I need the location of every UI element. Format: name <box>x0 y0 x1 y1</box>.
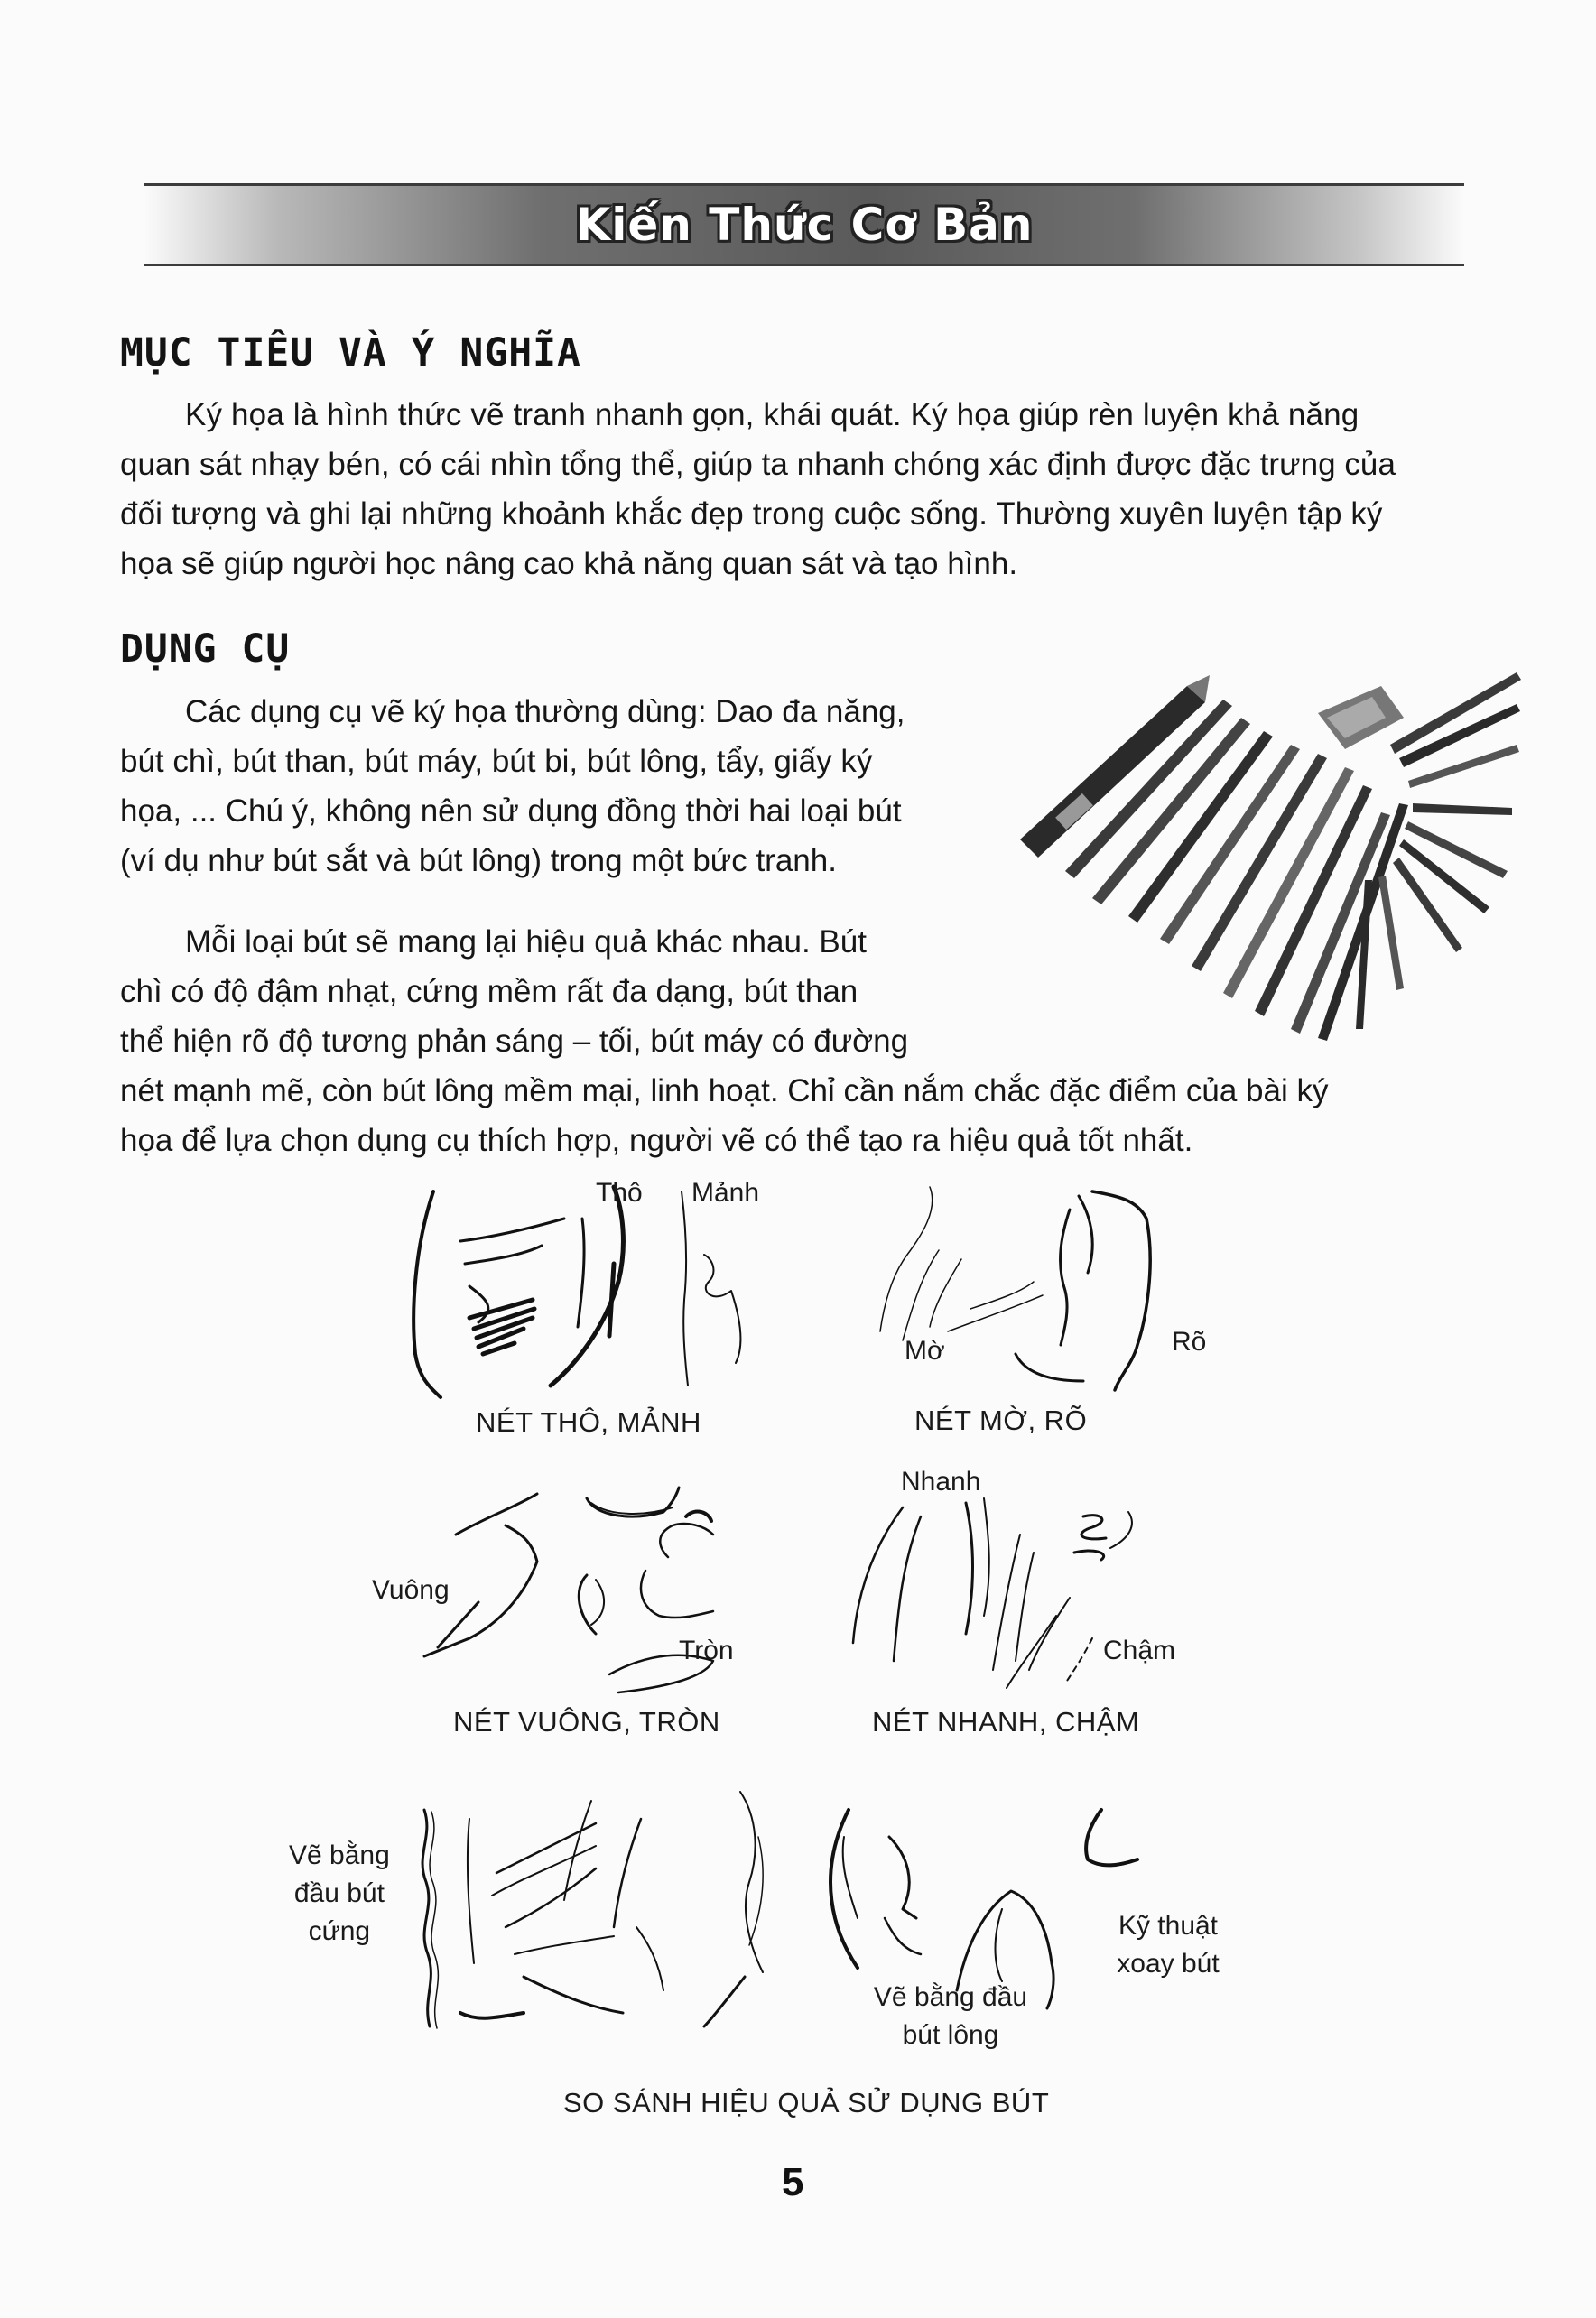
label-square: Vuông <box>372 1575 450 1605</box>
label-line: Kỹ thuật <box>1118 1911 1219 1941</box>
section-heading-tools: DỤNG CỤ <box>120 626 291 672</box>
paragraph-line: (ví dụ như bút sắt và bút lông) trong một bức tranh. <box>120 843 837 878</box>
label-slow: Chậm <box>1103 1636 1176 1665</box>
banner-title: Kiến Thức Cơ Bản <box>575 199 1034 251</box>
paragraph-line: Ký họa là hình thức vẽ tranh nhanh gọn, khái quát. Ký họa giúp rèn luyện khả năng <box>185 397 1359 432</box>
label-hard-nib <box>289 1837 390 1951</box>
square-round-strokes-drawing <box>415 1471 776 1706</box>
label-twist-technique <box>1107 1907 1229 1983</box>
paragraph-line: họa để lựa chọn dụng cụ thích hợp, người vẽ có thể tạo ra hiệu quả tốt nhất. <box>120 1123 1193 1158</box>
label-clear: Rõ <box>1172 1327 1207 1357</box>
label-line: Vẽ bằng đầu <box>873 1982 1028 2012</box>
label-line: đầu bút <box>293 1878 385 1908</box>
page-number: 5 <box>782 2160 804 2204</box>
goals-paragraph <box>120 390 1483 589</box>
label-brush-tip <box>865 1979 1036 2054</box>
label-line: bút lông <box>902 2020 999 2050</box>
paragraph-line: họa, ... Chú ý, không nên sử dụng đồng thời hai loại bút <box>120 793 902 829</box>
label-round: Tròn <box>679 1636 734 1665</box>
paragraph-line: bút chì, bút than, bút máy, bút bi, bút lông, tẩy, giấy ký <box>120 744 873 779</box>
tools-paragraph-1 <box>120 687 987 885</box>
label-faint: Mờ <box>905 1336 945 1366</box>
label-line: Vẽ bằng <box>289 1840 390 1870</box>
caption-thick-thin: NÉT THÔ, MẢNH <box>476 1406 701 1438</box>
label-thick: Thô <box>596 1178 643 1208</box>
label-fast: Nhanh <box>901 1467 981 1497</box>
label-line: xoay bút <box>1117 1949 1220 1979</box>
thick-thin-strokes-drawing <box>397 1173 794 1408</box>
paragraph-line: họa sẽ giúp người học nâng cao khả năng quan sát và tạo hình. <box>120 546 1018 581</box>
caption-faint-clear: NÉT MỜ, RÕ <box>914 1405 1088 1436</box>
drawing-tools-image <box>1002 668 1526 1047</box>
fast-slow-strokes-drawing <box>840 1480 1146 1706</box>
paragraph-line: Các dụng cụ vẽ ký họa thường dùng: Dao đa năng, <box>185 694 905 729</box>
section-heading-goals: MỤC TIÊU VÀ Ý NGHĨA <box>120 330 581 376</box>
label-thin: Mảnh <box>691 1178 760 1208</box>
paragraph-line: chì có độ đậm nhạt, cứng mềm rất đa dạng, bút than <box>120 974 858 1009</box>
section-banner <box>144 183 1464 266</box>
paragraph-line: nét mạnh mẽ, còn bút lông mềm mại, linh hoạt. Chỉ cần nắm chắc đặc điểm của bài ký <box>120 1073 1329 1108</box>
paragraph-line: quan sát nhạy bén, có cái nhìn tổng thể, giúp ta nhanh chóng xác định được đặc trưng của <box>120 447 1396 482</box>
faint-clear-strokes-drawing <box>849 1173 1174 1408</box>
paragraph-line: Mỗi loại bút sẽ mang lại hiệu quả khác nhau. Bút <box>185 924 867 960</box>
paragraph-line: thể hiện rõ độ tương phản sáng – tối, bút máy có đường <box>120 1024 909 1059</box>
paragraph-line: đối tượng và ghi lại những khoảnh khắc đẹp trong cuộc sống. Thường xuyên luyện tập ký <box>120 496 1383 532</box>
caption-square-round: NÉT VUÔNG, TRÒN <box>453 1706 720 1738</box>
caption-fast-slow: NÉT NHANH, CHẬM <box>872 1706 1140 1738</box>
label-line: cứng <box>308 1916 371 1946</box>
caption-pen-comparison: SO SÁNH HIỆU QUẢ SỬ DỤNG BÚT <box>563 2087 1050 2119</box>
